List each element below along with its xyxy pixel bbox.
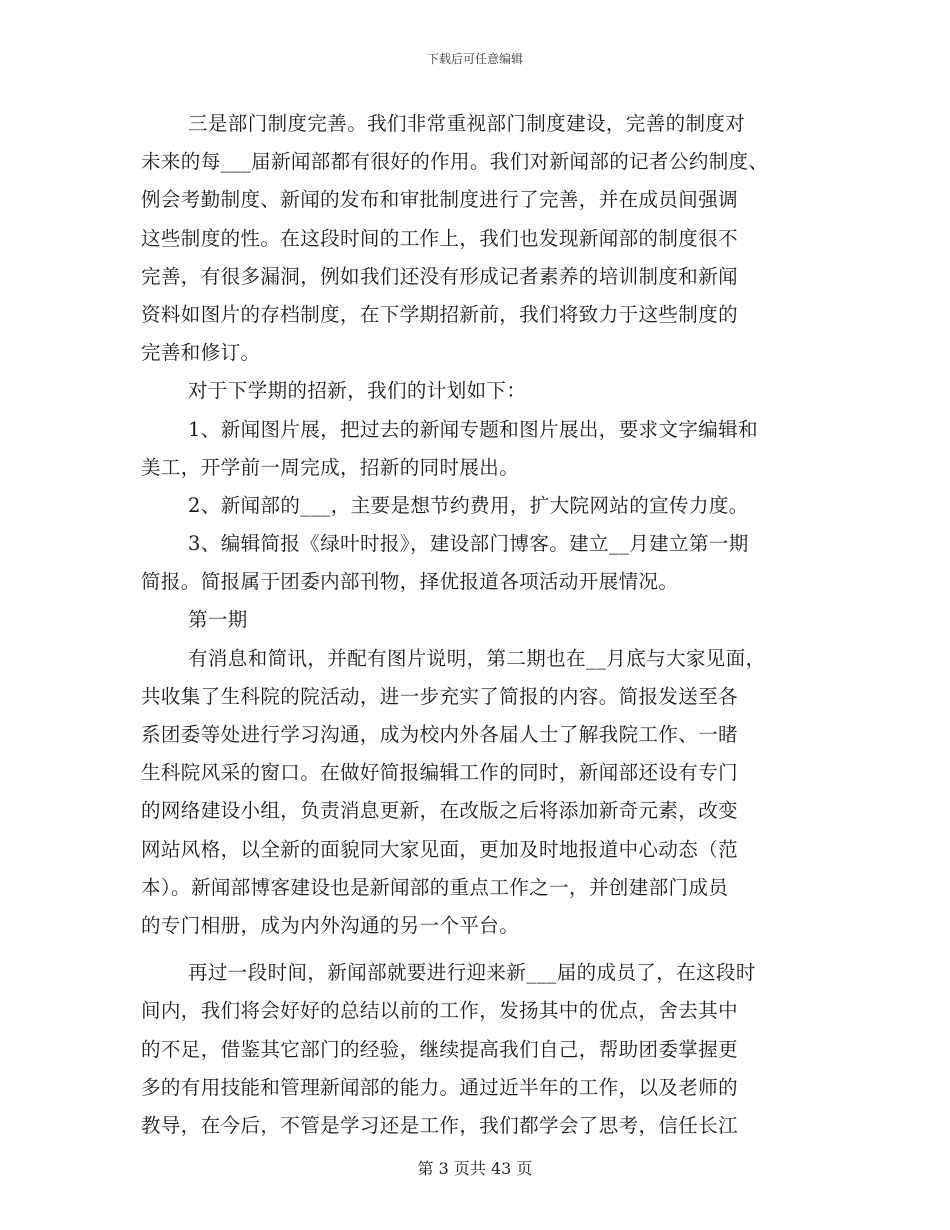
text-line: 简报。简报属于团委内部刊物，择优报道各项活动开展情况。 <box>141 570 679 594</box>
text-line: 美工，开学前一周完成，招新的同时展出。 <box>141 455 520 479</box>
text-line: 系团委等处进行学习沟通，成为校内外各届人士了解我院工作、一睹 <box>141 723 739 746</box>
text-line: 教导，在今后，不管是学习还是工作，我们都学会了思考，信任长江 <box>141 1113 739 1137</box>
text-line: 完善，有很多漏洞，例如我们还没有形成记者素养的培训制度和新闻 <box>141 264 739 288</box>
text-line: 的网络建设小组，负责消息更新，在改版之后将添加新奇元素，改变 <box>141 799 739 823</box>
text-line: 第一期 <box>188 608 248 632</box>
text-line: 网站风格，以全新的面貌同大家见面，更加及时地报道中心动态（范 <box>141 837 739 861</box>
text-line: 有消息和简讯，并配有图片说明，第二期也在__月底与大家见面， <box>188 646 766 670</box>
text-line: 例会考勤制度、新闻的发布和审批制度进行了完善，并在成员间强调 <box>141 188 739 212</box>
text-line: 完善和修订。 <box>141 341 261 365</box>
paragraph-gap <box>141 945 821 954</box>
text-line: 再过一段时间，新闻部就要进行迎来新___届的成员了，在这段时 <box>188 961 756 985</box>
text-line: 资料如图片的存档制度，在下学期招新前，我们将致力于这些制度的 <box>141 302 739 326</box>
text-line: 多的有用技能和管理新闻部的能力。通过近半年的工作，以及老师的 <box>141 1075 739 1099</box>
text-line: 共收集了生科院的院活动，进一步充实了简报的内容。简报发送至各 <box>141 684 739 708</box>
text-line: 未来的每___届新闻部都有很好的作用。我们对新闻部的记者公约制度、 <box>141 150 769 174</box>
text-line: 这些制度的性。在这段时间的工作上，我们也发现新闻部的制度很不 <box>141 226 739 250</box>
page-number: 第 3 页共 43 页 <box>417 1159 533 1178</box>
text-line: 间内，我们将会好好的总结以前的工作，发扬其中的优点，舍去其中 <box>141 999 739 1023</box>
text-line: 生科院风采的窗口。在做好简报编辑工作的同时，新闻部还设有专门 <box>141 761 739 785</box>
text-line: 对于下学期的招新，我们的计划如下： <box>188 379 527 403</box>
text-line: 1、新闻图片展，把过去的新闻专题和图片展出，要求文字编辑和 <box>188 417 759 441</box>
document-body <box>141 105 821 1145</box>
text-line: 3、编辑简报《绿叶时报》，建设部门博客。建立__月建立第一期 <box>188 532 749 556</box>
text-line: 的专门相册，成为内外沟通的另一个平台。 <box>141 913 520 937</box>
text-line: 的不足，借鉴其它部门的经验，继续提高我们自己，帮助团委掌握更 <box>141 1037 739 1061</box>
page-header: 下载后可任意编辑 <box>426 52 523 66</box>
text-line: 本）。新闻部博客建设也是新闻部的重点工作之一，并创建部门成员 <box>141 875 729 899</box>
text-line: 三是部门制度完善。我们非常重视部门制度建设，完善的制度对 <box>188 112 746 135</box>
text-line: 2、新闻部的___，主要是想节约费用，扩大院网站的宣传力度。 <box>188 493 749 517</box>
